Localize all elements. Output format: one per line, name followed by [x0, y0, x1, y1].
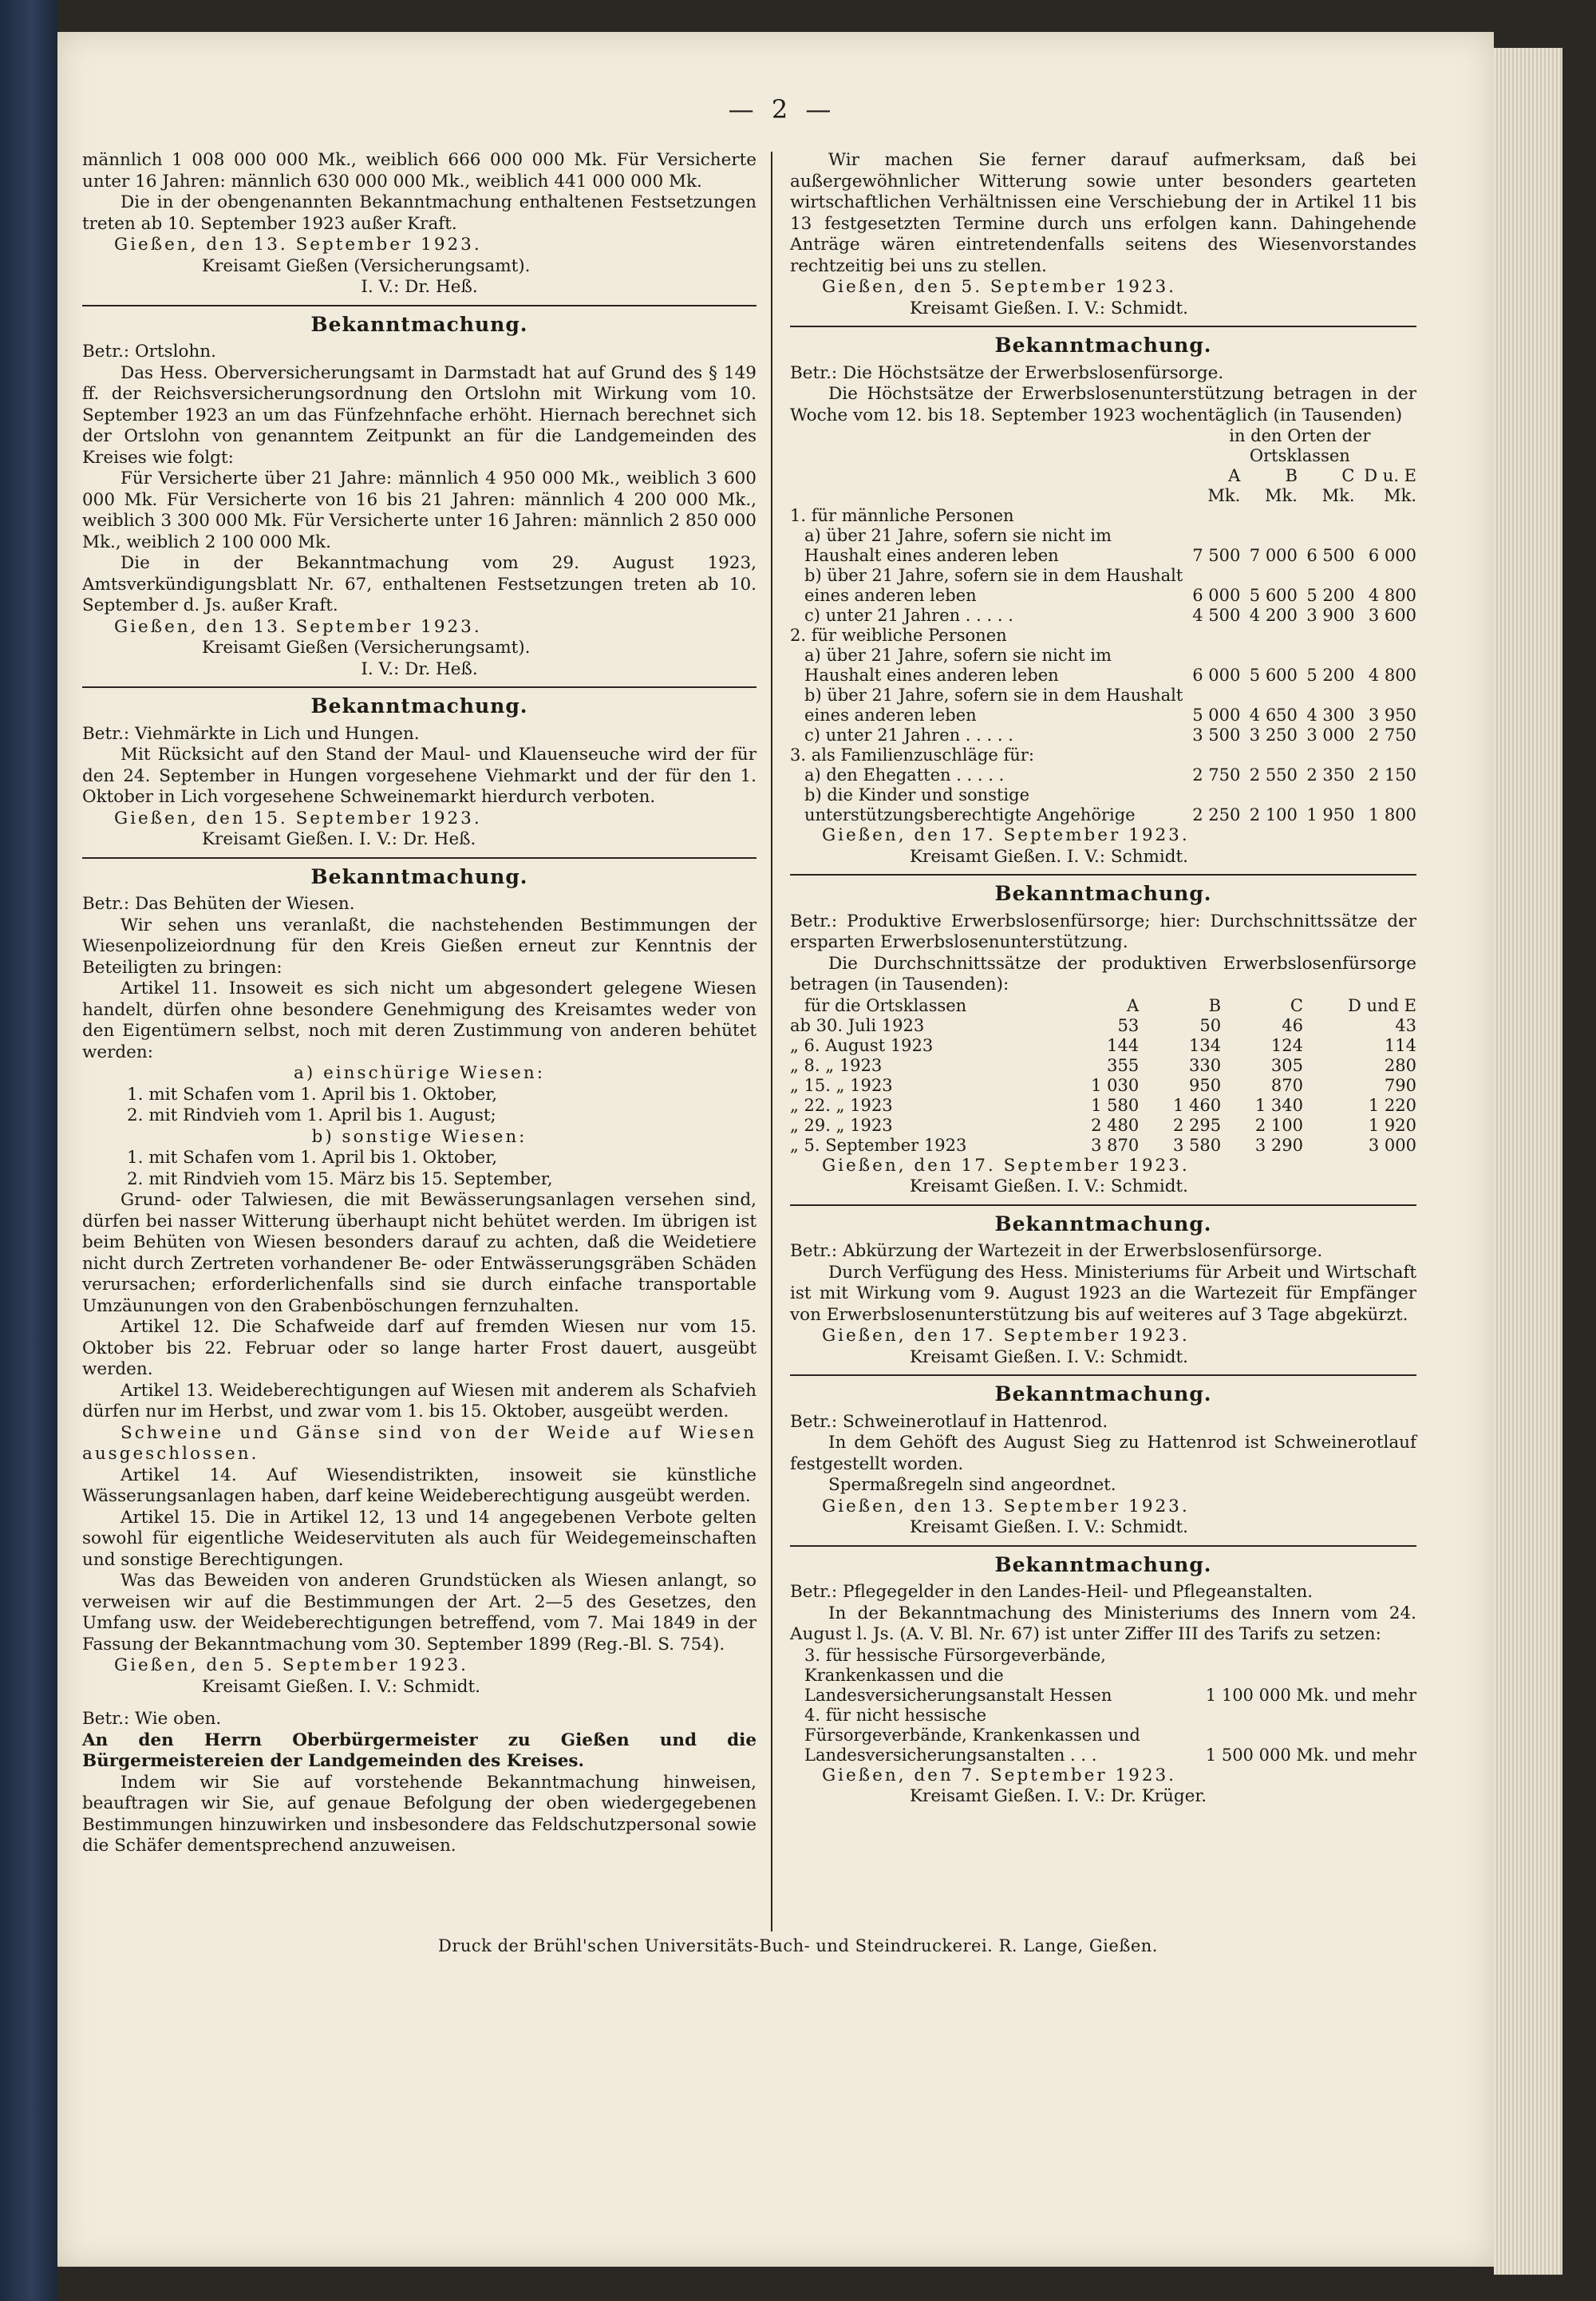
table-cell: 5 000 — [1192, 706, 1241, 725]
subject-line: Betr.: Das Behüten der Wiesen. — [82, 894, 355, 914]
table-cell: 5 200 — [1306, 586, 1355, 605]
row-label: „ 15. „ 1923 — [790, 1075, 893, 1095]
authority: Kreisamt Gießen. I. V.: Dr. Krüger. — [910, 1786, 1207, 1806]
subject-line: Betr.: Wie oben. — [82, 1709, 222, 1729]
list-item: 2. mit Rindvieh vom 15. März bis 15. September, — [127, 1168, 553, 1189]
page-number: — 2 — — [728, 94, 836, 125]
table-cell: 6 000 — [1192, 666, 1241, 685]
table-row — [790, 1036, 1416, 1056]
place-date: Gießen, den 17. September 1923. — [822, 1326, 1190, 1346]
paragraph: Durch Verfügung des Hess. Ministeriums für Arbeit und Wirtschaft ist mit Wirkung vom 9. August 1923 an die Wartezeit für Empfänger von Erwerbslosenunterstützung bis auf weiteres auf 3 Tage abgekürzt. — [790, 1262, 1416, 1325]
table-row — [790, 566, 1416, 606]
authority: Kreisamt Gießen. I. V.: Schmidt. — [910, 1346, 1188, 1367]
table-row — [790, 606, 1416, 626]
divider — [790, 1374, 1416, 1376]
table-cell: 3 500 — [1192, 725, 1241, 745]
table-cell — [1355, 745, 1417, 765]
table-row — [790, 765, 1416, 785]
column-header: B — [1208, 995, 1222, 1015]
column-header: A — [1127, 995, 1140, 1015]
table-cell: 2 550 — [1249, 765, 1298, 785]
list-item: 2. mit Rindvieh vom 1. April bis 1. August; — [127, 1105, 496, 1125]
rates-table — [790, 426, 1416, 825]
divider — [790, 326, 1416, 327]
place-date: Gießen, den 7. September 1923. — [822, 1765, 1177, 1785]
paragraph: Was das Beweiden von anderen Grundstücken als Wiesen anlangt, so verweisen wir auf die Bestimmungen der Art. 2—5 des Gesetzes, den Umfang usw. der Weideberechtigungen betreffend, vom 7. Mai 1849 in der Fassung der Bekanntmachung vom 30. September 1899 (Reg.-Bl. S. 754). — [82, 1571, 757, 1655]
table-row — [790, 686, 1416, 725]
table-cell: 46 — [1282, 1015, 1303, 1035]
section-heading: Bekanntmachung. — [994, 1212, 1212, 1236]
section-heading: Bekanntmachung. — [310, 864, 528, 888]
printer-imprint: Druck der Brühl'schen Universitäts-Buch- und Steindruckerei. R. Lange, Gießen. — [438, 1936, 1158, 1955]
table-cell — [1298, 745, 1355, 765]
table-row — [790, 1076, 1416, 1096]
table-cell — [1240, 626, 1298, 646]
unit-label: Mk. — [1321, 486, 1355, 505]
table-cell: 950 — [1189, 1075, 1222, 1095]
paragraph: Wir sehen uns veranlaßt, die nachstehenden Bestimmungen der Wiesenpolizeiordnung für den Kreis Gießen erneut zur Kenntnis der Beteiligten zu bringen: — [82, 915, 757, 978]
subject-line: Betr.: Produktive Erwerbslosenfürsorge; hier: Durchschnittssätze der ersparten Erwerbslosenunterstützung. — [790, 911, 1416, 952]
table-cell: 53 — [1117, 1015, 1140, 1035]
paragraph: Indem wir Sie auf vorstehende Bekanntmachung hinweisen, beauftragen wir Sie, auf genaue Befolgung der oben wiedergegebenen Bestimmungen hinzuwirken und insbesondere das Feldschutzpersonal sowie die Schäfer dementsprechend anzuweisen. — [82, 1772, 757, 1856]
signer: I. V.: Dr. Heß. — [361, 277, 478, 297]
paragraph: männlich 1 008 000 000 Mk., weiblich 666 000 000 Mk. Für Versicherte unter 16 Jahren: männlich 630 000 000 Mk., weiblich 441 000 000 Mk. — [82, 150, 757, 192]
paragraph: In dem Gehöft des August Sieg zu Hattenrod ist Schweinerotlauf festgestellt worden. — [790, 1433, 1416, 1474]
table-cell: 4 800 — [1368, 666, 1416, 685]
table-cell: 50 — [1199, 1015, 1222, 1035]
place-date: Gießen, den 15. September 1923. — [114, 808, 482, 828]
subheading: a) einschürige Wiesen: — [294, 1063, 545, 1083]
place-date: Gießen, den 13. September 1923. — [114, 616, 482, 637]
table-cell: 6 000 — [1368, 546, 1416, 565]
place-date: Gießen, den 5. September 1923. — [114, 1655, 469, 1675]
paragraph: Artikel 14. Auf Wiesendistrikten, insoweit sie künstliche Wässerungsanlagen haben, darf keine Weideberechtigung ausgeübt werden. — [82, 1465, 757, 1506]
place-date: Gießen, den 13. September 1923. — [822, 1496, 1190, 1516]
paragraph: Die in der obengenannten Bekanntmachung enthaltenen Festsetzungen treten ab 10. September 1923 außer Kraft. — [82, 192, 757, 234]
section-heading: Bekanntmachung. — [994, 334, 1212, 357]
table-cell: 1 460 — [1172, 1095, 1222, 1115]
paragraph: Artikel 12. Die Schafweide darf auf fremden Wiesen nur vom 15. Oktober bis 22. Februar oder so lange harter Frost dauert, ausgeübt werden. — [82, 1317, 757, 1379]
table-row — [790, 725, 1416, 745]
table-cell: 870 — [1270, 1075, 1303, 1095]
left-column — [82, 150, 757, 1857]
row-label: a) über 21 Jahre, sofern sie nicht im Haushalt eines anderen leben — [804, 646, 1112, 685]
place-date: Gießen, den 17. September 1923. — [822, 825, 1190, 845]
place-date: Gießen, den 5. September 1923. — [822, 277, 1177, 297]
section-heading: Bekanntmachung. — [994, 1382, 1212, 1406]
table-row — [790, 526, 1416, 566]
row-label: c) unter 21 Jahren . . . . . — [804, 606, 1013, 625]
authority: Kreisamt Gießen. I. V.: Schmidt. — [910, 846, 1188, 867]
subheading: b) sonstige Wiesen: — [311, 1126, 527, 1147]
table-cell: 4 300 — [1306, 706, 1355, 725]
list-item: 1. mit Schafen vom 1. April bis 1. Oktober, — [127, 1148, 498, 1168]
paragraph: Artikel 13. Weideberechtigungen auf Wiesen mit anderem als Schafvieh dürfen nur im Herbst, und zwar vom 1. bis 15. Oktober, ausgeübt werden. — [82, 1380, 757, 1421]
table-cell: 1 340 — [1254, 1095, 1303, 1115]
table-cell: 1 220 — [1368, 1095, 1416, 1115]
divider — [790, 874, 1416, 876]
row-label: 1. für männliche Personen — [790, 506, 1014, 525]
table-cell: 6 000 — [1192, 586, 1241, 605]
column-header: B — [1285, 466, 1298, 485]
column-header: A — [1228, 466, 1241, 485]
table-cell: 5 200 — [1306, 666, 1355, 685]
table-cell — [1183, 626, 1241, 646]
table-cell: 4 200 — [1249, 606, 1298, 625]
column-header: D u. E — [1364, 466, 1416, 485]
tariff-value: 1 500 000 Mk. und mehr — [1205, 1745, 1416, 1765]
table-cell: 5 600 — [1249, 586, 1298, 605]
table-cell: 355 — [1107, 1055, 1140, 1075]
paragraph: In der Bekanntmachung des Ministeriums des Innern vom 24. August l. Js. (A. V. Bl. Nr. 67) ist unter Ziffer III des Tarifs zu setzen: — [790, 1603, 1416, 1644]
tariff-label: 3. für hessische Fürsorgeverbände, Krankenkassen und die Landesversicherungsanstalt Hessen — [804, 1645, 1112, 1705]
paragraph: Artikel 15. Die in Artikel 12, 13 und 14 angegebenen Verbote gelten sowohl für eigentliche Weideservituten als auch für Weidegemeinschaften und sonstige Berechtigungen. — [82, 1507, 757, 1570]
column-divider — [771, 152, 772, 1931]
table-cell: 280 — [1384, 1055, 1416, 1075]
table-intro: in den Orten der Ortsklassen — [1229, 426, 1371, 465]
table-cell: 3 900 — [1306, 606, 1355, 625]
table-cell: 7 000 — [1249, 546, 1298, 565]
table-row — [790, 745, 1416, 765]
table-cell: 1 950 — [1306, 805, 1355, 824]
row-label: „ 22. „ 1923 — [790, 1095, 893, 1115]
table-cell: 124 — [1270, 1035, 1303, 1055]
table-cell: 4 500 — [1192, 606, 1241, 625]
table-row — [790, 1116, 1416, 1136]
table-cell: 3 000 — [1306, 725, 1355, 745]
table-cell — [1240, 745, 1298, 765]
subject-line: Betr.: Ortslohn. — [82, 342, 216, 362]
table-row — [790, 1056, 1416, 1076]
paragraph: Wir machen Sie ferner darauf aufmerksam, daß bei außergewöhnlicher Witterung sowie unter besonders gearteten wirtschaftlichen Verhältnissen eine Verschiebung der in Artikel 11 bis 13 festgesetzten Termine durch uns erfolgen kann. Dahingehende Anträge wären eintretendenfalls seitens des Wiesenvorstandes rechtzeitig bei uns zu stellen. — [790, 150, 1416, 276]
table-cell: 305 — [1270, 1055, 1303, 1075]
table-cell: 3 000 — [1368, 1135, 1416, 1155]
place-date: Gießen, den 13. September 1923. — [114, 235, 482, 255]
paragraph: Grund- oder Talwiesen, die mit Bewässerungsanlagen versehen sind, dürfen bei nasser Witterung überhaupt nicht behütet werden. Im übrigen ist beim Behüten von Wiesen besonders darauf zu achten, daß die Weidetiere nicht durch Zertreten vorhandener Be- oder Entwässerungsgräben Schäden verursachen; erforderlichenfalls sind sie durch einfache transportable Umzäunungen von den Grabenböschungen fernzuhalten. — [82, 1190, 757, 1316]
table-row — [790, 1136, 1416, 1156]
right-column — [790, 150, 1416, 1808]
subject-line: Betr.: Schweinerotlauf in Hattenrod. — [790, 1411, 1108, 1432]
divider — [82, 686, 757, 688]
page-edges — [1494, 48, 1562, 2275]
table-cell: 3 600 — [1368, 606, 1416, 625]
table-cell — [1355, 626, 1417, 646]
row-label: b) die Kinder und sonstige unterstützungsberechtigte Angehörige — [804, 785, 1136, 824]
paragraph: Schweine und Gänse sind von der Weide auf Wiesen ausgeschlossen. — [82, 1422, 757, 1464]
table-row — [790, 506, 1416, 526]
table-cell: 3 950 — [1368, 706, 1416, 725]
table-cell: 2 150 — [1368, 765, 1416, 785]
table-row — [790, 1016, 1416, 1036]
subject-line: Betr.: Pflegegelder in den Landes-Heil- und Pflegeanstalten. — [790, 1582, 1314, 1602]
paragraph: Das Hess. Oberversicherungsamt in Darmstadt hat auf Grund des § 149 ff. der Reichsversicherungsordnung den Ortslohn mit Wirkung vom 10. September 1923 an um das Fünfzehnfache erhöht. Hiernach berechnet sich der Ortslohn von genanntem Zeitpunkt an für die Landgemeinden des Kreises wie folgt: — [82, 362, 757, 468]
table-cell: 3 250 — [1249, 725, 1298, 745]
subject-line: Betr.: Abkürzung der Wartezeit in der Erwerbslosenfürsorge. — [790, 1241, 1323, 1261]
paragraph: Artikel 11. Insoweit es sich nicht um abgesondert gelegene Wiesen handelt, dürfen ohne besondere Genehmigung des Kreisamtes weder von den Eigentümern selbst, noch mit deren Zustimmung von anderen behütet werden: — [82, 979, 757, 1062]
table-cell: 2 480 — [1091, 1115, 1140, 1135]
authority: Kreisamt Gießen. I. V.: Dr. Heß. — [202, 829, 476, 849]
averages-table — [790, 996, 1416, 1156]
section-heading: Bekanntmachung. — [310, 694, 528, 718]
subject-line: Betr.: Die Höchstsätze der Erwerbslosenfürsorge. — [790, 362, 1224, 383]
row-label: 3. als Familienzuschläge für: — [790, 745, 1034, 765]
table-cell: 144 — [1107, 1035, 1140, 1055]
list-item: 1. mit Schafen vom 1. April bis 1. Oktober, — [127, 1084, 498, 1105]
paragraph: Mit Rücksicht auf den Stand der Maul- und Klauenseuche wird der für den 24. September in Hungen vorgesehene Viehmarkt und der für den 1. Oktober in Lich vorgesehene Schweinemarkt hierdurch verboten. — [82, 745, 757, 807]
table-cell: 6 500 — [1306, 546, 1355, 565]
table-cell: 5 600 — [1249, 666, 1298, 685]
row-label: c) unter 21 Jahren . . . . . — [804, 725, 1013, 745]
authority: Kreisamt Gießen. I. V.: Schmidt. — [910, 298, 1188, 318]
unit-label: Mk. — [1384, 486, 1416, 505]
table-cell: 3 580 — [1172, 1135, 1222, 1155]
divider — [790, 1204, 1416, 1206]
row-label: „ 8. „ 1923 — [790, 1055, 883, 1075]
table-cell: 2 750 — [1368, 725, 1416, 745]
table-cell: 2 100 — [1254, 1115, 1303, 1135]
unit-label: Mk. — [1265, 486, 1298, 505]
row-label: a) über 21 Jahre, sofern sie nicht im Haushalt eines anderen leben — [804, 526, 1112, 565]
table-cell: 1 920 — [1368, 1115, 1416, 1135]
tariff-table — [790, 1646, 1416, 1765]
table-cell — [1298, 506, 1355, 526]
section-heading: Bekanntmachung. — [310, 312, 528, 336]
row-label: „ 5. September 1923 — [790, 1135, 967, 1155]
table-cell — [1183, 506, 1241, 526]
table-cell — [1298, 626, 1355, 646]
authority: Kreisamt Gießen (Versicherungsamt). — [202, 638, 531, 658]
table-cell: 114 — [1384, 1035, 1416, 1055]
table-cell: 330 — [1189, 1055, 1222, 1075]
table-row — [790, 646, 1416, 686]
table-cell — [1355, 506, 1417, 526]
table-cell: 2 350 — [1306, 765, 1355, 785]
authority: Kreisamt Gießen. I. V.: Schmidt. — [910, 1517, 1188, 1537]
authority: Kreisamt Gießen (Versicherungsamt). — [202, 255, 531, 276]
column-header: C — [1341, 466, 1355, 485]
table-cell: 4 650 — [1249, 706, 1298, 725]
paragraph: Für Versicherte über 21 Jahre: männlich 4 950 000 Mk., weiblich 3 600 000 Mk. Für Versicherte von 16 bis 21 Jahren: männlich 4 200 000 Mk., weiblich 3 300 000 Mk. Für Versicherte unter 16 Jahren: männlich 2 850 000 Mk., weiblich 2 100 000 Mk. — [82, 469, 757, 552]
paragraph: Die in der Bekanntmachung vom 29. August 1923, Amtsverkündigungsblatt Nr. 67, enthaltenen Festsetzungen treten ab 10. September d. Js. außer Kraft. — [82, 553, 757, 615]
addressee: An den Herrn Oberbürgermeister zu Gießen und die Bürgermeistereien der Landgemeinden des Kreises. — [82, 1730, 757, 1771]
table-row — [790, 626, 1416, 646]
table-cell: 43 — [1395, 1015, 1416, 1035]
table-cell: 4 800 — [1368, 586, 1416, 605]
table-intro: für die Ortsklassen — [804, 995, 967, 1015]
table-cell: 134 — [1189, 1035, 1222, 1055]
tariff-label: 4. für nicht hessische Fürsorgeverbände, Krankenkassen und Landesversicherungsanstalten . . . — [804, 1705, 1140, 1765]
section-heading: Bekanntmachung. — [994, 882, 1212, 905]
table-cell: 2 100 — [1249, 805, 1298, 824]
paragraph: Die Durchschnittssätze der produktiven Erwerbslosenfürsorge betragen (in Tausenden): — [790, 953, 1416, 994]
tariff-value: 1 100 000 Mk. und mehr — [1205, 1685, 1416, 1705]
unit-label: Mk. — [1207, 486, 1241, 505]
table-row — [790, 785, 1416, 825]
table-cell: 2 250 — [1192, 805, 1241, 824]
book-binding — [0, 0, 57, 2301]
column-header: C — [1290, 995, 1303, 1015]
table-row — [790, 1096, 1416, 1116]
subject-line: Betr.: Viehmärkte in Lich und Hungen. — [82, 723, 420, 744]
paragraph: Spermaßregeln sind angeordnet. — [828, 1475, 1116, 1495]
table-cell: 2 295 — [1172, 1115, 1222, 1135]
row-label: a) den Ehegatten . . . . . — [804, 765, 1005, 785]
row-label: „ 6. August 1923 — [790, 1035, 934, 1055]
table-cell: 1 030 — [1091, 1075, 1140, 1095]
section-heading: Bekanntmachung. — [994, 1552, 1212, 1576]
table-cell: 790 — [1384, 1075, 1416, 1095]
table-cell: 1 580 — [1091, 1095, 1140, 1115]
row-label: b) über 21 Jahre, sofern sie in dem Haushalt eines anderen leben — [804, 566, 1183, 605]
paragraph: Die Höchstsätze der Erwerbslosenunterstützung betragen in der Woche vom 12. bis 18. September 1923 wochentäglich (in Tausenden) — [790, 384, 1416, 425]
table-cell: 1 800 — [1368, 805, 1416, 824]
table-cell: 3 870 — [1091, 1135, 1140, 1155]
row-label: b) über 21 Jahre, sofern sie in dem Haushalt eines anderen leben — [804, 686, 1183, 725]
table-cell: 7 500 — [1192, 546, 1241, 565]
divider — [790, 1545, 1416, 1547]
table-cell — [1183, 745, 1241, 765]
table-cell: 2 750 — [1192, 765, 1241, 785]
authority: Kreisamt Gießen. I. V.: Schmidt. — [910, 1176, 1188, 1196]
row-label: 2. für weibliche Personen — [790, 626, 1007, 645]
table-cell: 3 290 — [1254, 1135, 1303, 1155]
signer: I. V.: Dr. Heß. — [361, 658, 478, 679]
divider — [82, 857, 757, 859]
place-date: Gießen, den 17. September 1923. — [822, 1155, 1190, 1176]
table-cell — [1240, 506, 1298, 526]
row-label: „ 29. „ 1923 — [790, 1115, 893, 1135]
row-label: ab 30. Juli 1923 — [790, 1015, 925, 1035]
divider — [82, 305, 757, 306]
authority: Kreisamt Gießen. I. V.: Schmidt. — [202, 1676, 480, 1697]
column-header: D und E — [1347, 995, 1416, 1015]
